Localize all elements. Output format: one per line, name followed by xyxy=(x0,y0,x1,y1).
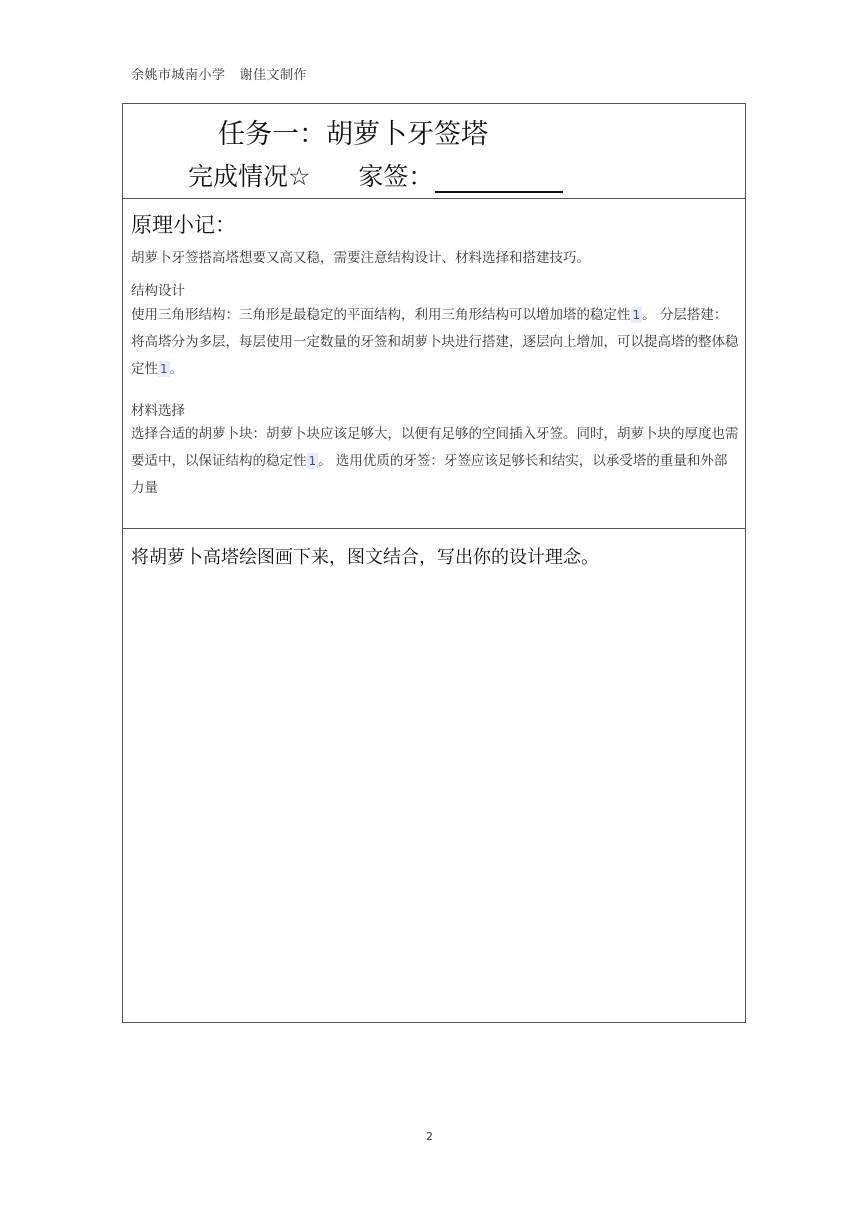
page-number: 2 xyxy=(426,1130,433,1143)
material-text-b: 。 选用优质的牙签：牙签应该足够长和结实，以承受塔的重量和外部力量 xyxy=(131,453,728,496)
principle-intro: 胡萝卜牙签搭高塔想要又高又稳，需要注意结构设计、材料选择和搭建技巧。 xyxy=(131,250,590,266)
principle-notes-cell xyxy=(123,199,745,529)
status-line xyxy=(188,157,563,193)
structure-paragraph xyxy=(131,302,739,383)
structure-text-c: 。 xyxy=(169,361,184,377)
citation-marker[interactable]: 1 xyxy=(160,362,168,376)
completion-status-label: 完成情况☆ xyxy=(188,162,311,191)
material-heading: 材料选择 xyxy=(131,403,185,419)
structure-heading: 结构设计 xyxy=(131,283,185,299)
material-text-a: 选择合适的胡萝卜块：胡萝卜块应该足够大，以便有足够的空间插入牙签。同时，胡萝卜块的厚度也需要适中，以保证结构的稳定性 xyxy=(131,426,739,469)
drawing-cell[interactable] xyxy=(123,529,745,1022)
task-title: 任务一：胡萝卜牙签塔 xyxy=(218,119,488,150)
page-header xyxy=(131,64,307,83)
school-name: 余姚市城南小学 xyxy=(131,68,226,83)
citation-marker[interactable]: 1 xyxy=(632,308,641,322)
principle-title: 原理小记： xyxy=(131,213,236,237)
parent-signature-label: 家签： xyxy=(358,162,434,191)
structure-text-a: 使用三角形结构：三角形是最稳定的平面结构，利用三角形结构可以增加塔的稳定性 xyxy=(131,307,631,323)
drawing-prompt: 将胡萝卜高塔绘图画下来，图文结合，写出你的设计理念。 xyxy=(131,547,599,568)
worksheet-table xyxy=(122,103,746,1023)
structure-text-b: 。 分层搭建：将高塔分为多层，每层使用一定数量的牙签和胡萝卜块进行搭建，逐层向上增加，可以提高塔的整体稳定性 xyxy=(131,307,739,377)
author-credit: 谢佳文制作 xyxy=(239,68,308,83)
material-paragraph xyxy=(131,421,739,502)
signature-field[interactable] xyxy=(435,167,563,193)
citation-marker[interactable]: 1 xyxy=(308,454,317,468)
task-header-cell xyxy=(123,104,745,199)
